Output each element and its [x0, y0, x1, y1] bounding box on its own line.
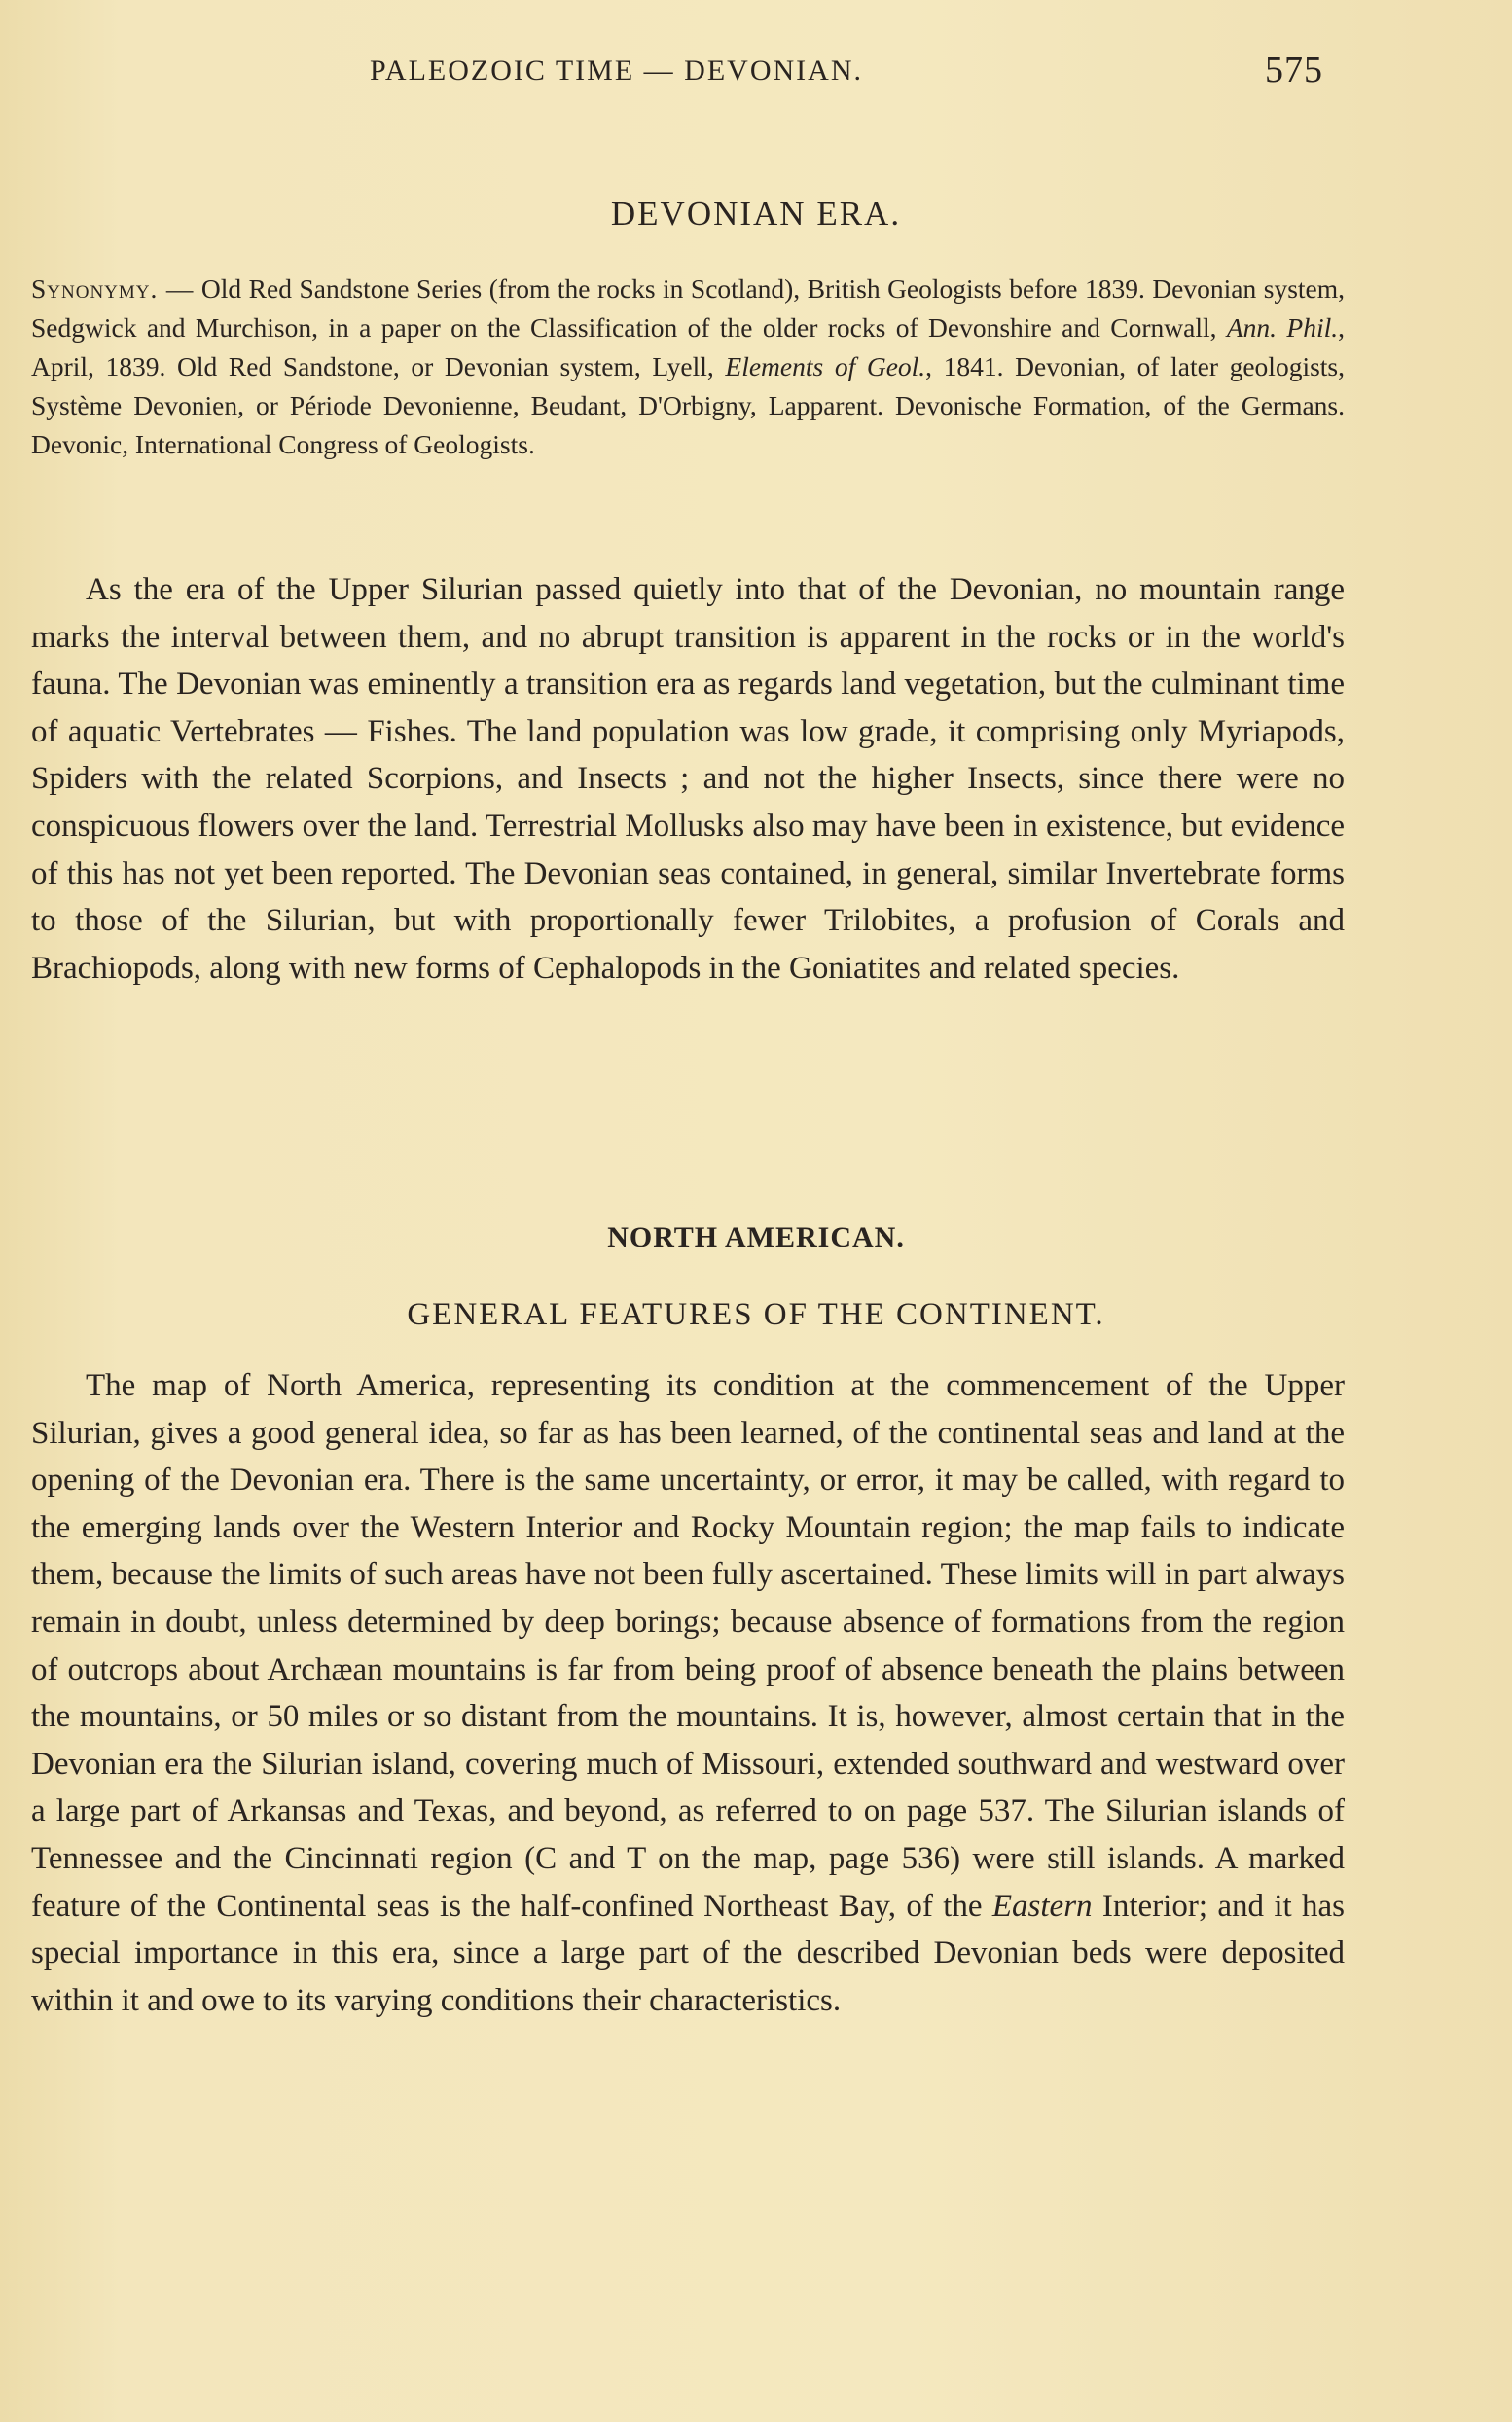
- synonymy-paragraph: [31, 270, 1345, 464]
- body-emphasis: Eastern: [991, 1888, 1093, 1924]
- body-paragraph: [31, 1362, 1345, 2024]
- synonymy-text-2: , April, 1839. Old Red Sandstone, or Devonian system, Lyell,: [31, 312, 1345, 381]
- synonymy-journal: Ann. Phil.: [1226, 312, 1339, 343]
- body-text-part-1: The map of North America, representing its condition at the commencement of the Upper Silurian, gives a good general idea, so far as has been learned, of the continental seas and land at the opening of the Devonian era. There is the same uncertainty, or error, it may be called, with regard to the emerging lands over the Western Interior and Rocky Mountain region; the map fails to indicate them, because the limits of such areas have not been fully ascertained. These limits will in part always remain in doubt, unless determined by deep borings; because absence of formations from the region of outcrops about Archæan mountains is far from being proof of absence beneath the plains between the mountains, or 50 miles or so distant from the mountains. It is, however, almost certain that in the Devonian era the Silurian island, covering much of Missouri, extended southward and westward over a large part of Arkansas and Texas, and beyond, as referred to on page 537. The Silurian islands of Tennessee and the Cincinnati region (C and T on the map, page 536) were still islands. A marked feature of the Continental seas is the half-confined Northeast Bay, of the: [31, 1368, 1345, 1924]
- section-heading: NORTH AMERICAN.: [607, 1221, 905, 1253]
- synonymy-book: Elements of Geol.: [725, 351, 926, 381]
- synonymy-label: Synonymy. —: [31, 273, 195, 304]
- body-text-part-2: Interior; and it has special importance in this era, since a large part of the described Devonian beds were deposited within it and owe to its varying conditions their characteristics.: [31, 1888, 1345, 2018]
- intro-paragraph: [31, 566, 1345, 992]
- section-subheading: GENERAL FEATURES OF THE CONTINENT.: [407, 1297, 1105, 1332]
- intro-text: As the era of the Upper Silurian passed quietly into that of the Devonian, no mountain range marks the interval between them, and no abrupt transition is apparent in the rocks or in the world's fauna. The Devonian was eminently a transition era as regards land vegetation, but the culminant time of aquatic Vertebrates — Fishes. The land population was low grade, it comprising only Myriapods, Spiders with the related Scorpions, and Insects ; and not the higher Insects, since there were no conspicuous flowers over the land. Terrestrial Mollusks also may have been in existence, but evidence of this has not yet been reported. The Devonian seas contained, in general, similar Invertebrate forms to those of the Silurian, but with proportionally fewer Trilobites, a profusion of Corals and Brachiopods, along with new forms of Cephalopods in the Goniatites and related species.: [31, 572, 1345, 986]
- era-heading: DEVONIAN ERA.: [610, 195, 902, 233]
- page-number: 575: [1265, 50, 1323, 90]
- running-head: [0, 47, 1512, 95]
- synonymy-text: Old Red Sandstone Series (from the rocks in Scotland), British Geologists before 1839. Devonian system, Sedgwick and Murchison, in a paper on the Classification of the older rocks of Devonshire and Cornwall,: [31, 273, 1346, 343]
- running-title: PALEOZOIC TIME — DEVONIAN.: [370, 54, 863, 87]
- synonymy-text-3: , 1841. Devonian, of later geologists, Système Devonien, or Période Devonienne, Beudant, D'Orbigny, Lapparent. Devonische Formation, of the Germans. Devonic, International Congress of Geologists.: [31, 351, 1346, 459]
